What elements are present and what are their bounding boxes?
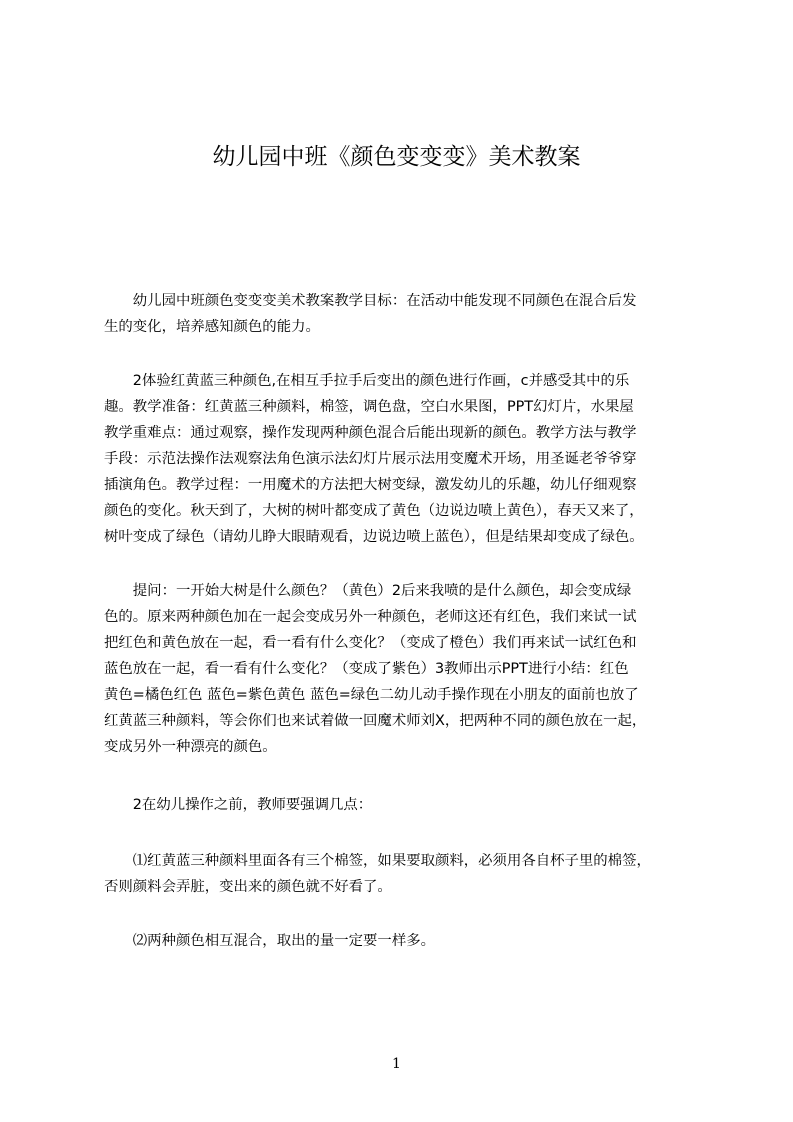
text-line: 趣。教学准备：红黄蓝三种颜料，棉签，调色盘，空白水果图，PPT幻灯片，水果屋: [104, 399, 634, 415]
text-line: 教学重难点：通过观察，操作发现两种颜色混合后能出现新的颜色。教学方法与教学: [104, 425, 637, 441]
text-line: 插演角色。教学过程：一用魔术的方法把大树变绿，激发幼儿的乐趣，幼儿仔细观察: [104, 477, 637, 493]
text-line: 2在幼儿操作之前，教师要强调几点：: [104, 797, 373, 813]
text-line: 2体验红黄蓝三种颜色,在相互手拉手后变出的颜色进行作画，c并感受其中的乐: [104, 373, 630, 389]
text-line: 把红色和黄色放在一起，看一看有什么变化？（变成了橙色）我们再来试一试红色和: [104, 635, 637, 651]
text-line: ⑴红黄蓝三种颜料里面各有三个棉签，如果要取颜料，必须用各自杯子里的棉签，: [104, 853, 651, 869]
text-line: 颜色的变化。秋天到了，大树的树叶都变成了黄色（边说边喷上黄色），春天又来了，: [104, 503, 644, 519]
page-number: 1: [392, 1056, 401, 1072]
text-line: ⑵两种颜色相互混合，取出的量一定要一样多。: [104, 933, 435, 949]
text-line: 否则颜料会弄脏，变出来的颜色就不好看了。: [104, 879, 392, 895]
text-line: 手段：示范法操作法观察法角色演示法幻灯片展示法用变魔术开场，用圣诞老爷爷穿: [104, 451, 637, 467]
text-line: 树叶变成了绿色（请幼儿睁大眼睛观看，边说边喷上蓝色），但是结果却变成了绿色。: [104, 529, 644, 545]
text-line: 蓝色放在一起，看一看有什么变化？（变成了紫色）3教师出示PPT进行小结：红色: [104, 661, 629, 677]
page-title: 幼儿园中班《颜色变变变》美术教案: [212, 144, 581, 170]
text-line: 提问：一开始大树是什么颜色？（黄色）2后来我喷的是什么颜色，却会变成绿: [104, 583, 632, 599]
text-line: 变成另外一种漂亮的颜色。: [104, 739, 277, 755]
text-line: 黄色=橘色红色 蓝色=紫色黄色 蓝色=绿色二幼儿动手操作现在小朋友的面前也放了: [104, 687, 639, 703]
text-line: 红黄蓝三种颜料，等会你们也来试着做一回魔术师刘X，把两种不同的颜色放在一起，: [104, 713, 647, 729]
text-line: 色的。原来两种颜色加在一起会变成另外一种颜色，老师这还有红色，我们来试一试: [104, 609, 637, 625]
text-line: 幼儿园中班颜色变变变美术教案教学目标：在活动中能发现不同颜色在混合后发: [104, 293, 637, 309]
text-line: 生的变化，培养感知颜色的能力。: [104, 319, 320, 335]
